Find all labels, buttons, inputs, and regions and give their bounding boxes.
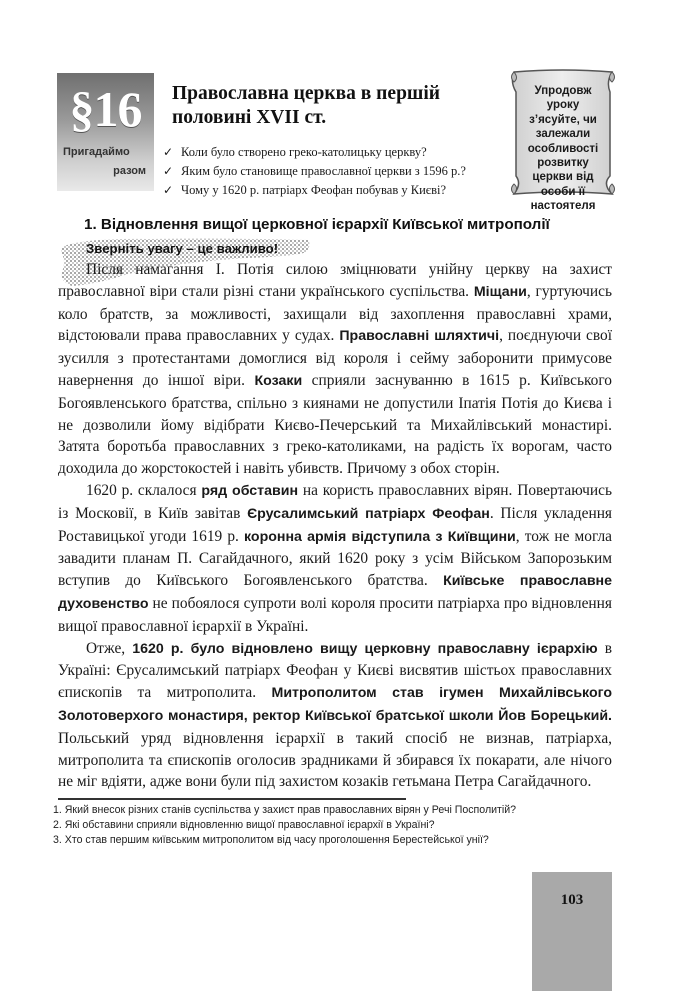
divider: [58, 798, 406, 800]
emphasis-text: ряд обставин: [201, 482, 299, 499]
list-item: [161, 143, 511, 162]
text-run: Після намагання І. Потія силою зміцнювати унійну церкву на захист православної віри стали різні стани українського суспільства.: [58, 261, 612, 300]
text-run: Отже,: [86, 639, 133, 657]
emphasis-text: 1620 р. було відновлено вищу церковну православну ієрархію: [132, 640, 598, 657]
paragraph: [58, 480, 612, 638]
review-question: Яким було становище православної церкви з 1596 р.?: [181, 164, 466, 178]
text-run: 1620 р. склалося: [86, 481, 202, 499]
section-subtitle-line1: Пригадаймо: [63, 146, 130, 158]
page-number: 103: [560, 892, 584, 908]
emphasis-text: Козаки: [254, 372, 303, 389]
list-item: [161, 181, 511, 200]
emphasis-text: Єрусалимський патріарх Феофан: [247, 505, 490, 522]
section-subtitle: [57, 143, 154, 181]
emphasis-text: Міщани: [473, 283, 527, 300]
lesson-goal-scroll: [506, 68, 620, 213]
attention-text: Зверніть увагу – це важливо!: [86, 241, 279, 256]
section-subtitle-line2: разом: [113, 165, 146, 177]
text-run: в Україні: Єрусалимський патріарх Феофан у Києві висвятив шістьох православних єпископів та митрополита.: [58, 639, 612, 702]
text-run: , поєднуючи свої зусилля з протестантами домоглися від короля і сейму заборонити примусове навернення до іншої віри.: [58, 327, 612, 389]
checkmark-icon: ✓: [163, 164, 174, 178]
list-item: 3. Хто став першим київським митрополитом від часу проголошення Берестейської унії?: [53, 834, 489, 846]
text-run: , тож не могла завадити планам П. Сагайдачного, який 1620 року з усім Військом Запорозьким вступив до Київського Богоявленського братства.: [58, 527, 612, 590]
review-question-list: [161, 143, 511, 200]
text-run: сприяли заснуванню в 1615 р. Київського Богоявленського братства, спільно з киянами не допустили Іпатія Потія до Києва і не дозволили йому відібрати Києво-Печерський та Михайлівський монастирі. Затята боротьба православних з греко-католиками, на радість їх ворогам, часто доходила до жорстокостей і навіть убивств. Причому з обох сторін.: [58, 371, 613, 478]
review-question: Коли було створено греко-католицьку церкву?: [181, 145, 427, 159]
text-run: на користь православних вірян. Повертаючись із Московії, в Київ завітав: [58, 481, 612, 522]
body-text: [58, 259, 612, 793]
list-item: 2. Які обставини сприяли відновленню вищої православної ієрархії в Україні?: [53, 819, 435, 831]
section-number-box: [57, 73, 154, 191]
text-run: Польський уряд відновлення ієрархії в такий спосіб не визнав, патріарха, митрополита та єпископів оголосив зрадниками й збирався їх покарати, але нічого не міг вдіяти, адже вони були під захистом козаків гетьмана Петра Сагайдачного.: [58, 729, 612, 791]
page-title: Православна церква в першій половині XVII ст.: [172, 83, 441, 128]
page-number-box: [532, 872, 612, 991]
list-item: [161, 162, 511, 181]
checkmark-icon: ✓: [163, 145, 174, 159]
section-number: §16: [69, 81, 142, 137]
paragraph: [58, 638, 612, 794]
text-run: . Після укладення Роставицької угоди 1619 р.: [58, 504, 613, 545]
lesson-goal-text: Упродовж уроку з’ясуйте, чи залежали особливості розвитку церкви від особи її настоятеля: [527, 85, 599, 213]
emphasis-text: коронна армія відступила з Київщини: [244, 528, 516, 545]
emphasis-text: Київське православне духовенство: [58, 573, 613, 612]
emphasis-text: Православні шляхтичі: [339, 328, 500, 345]
section-heading: 1. Відновлення вищої церковної ієрархії Київської митрополії: [84, 216, 550, 233]
section-question-list: [53, 803, 633, 848]
checkmark-icon: ✓: [163, 183, 174, 197]
paragraph: [58, 259, 612, 480]
list-item: 1. Який внесок різних станів суспільства у захист прав православних вірян у Речі Посполитій?: [53, 804, 517, 816]
text-run: не побоялося супроти волі короля просити патріарха про відновлення вищої православної ієрархії в Україні.: [58, 594, 612, 635]
review-question: Чому у 1620 р. патріарх Феофан побував у Києві?: [181, 183, 447, 197]
emphasis-text: Митрополитом став ігумен Михайлівського Золотоверхого монастиря, ректор Київської братської школи Йов Борецький.: [58, 685, 613, 724]
text-run: , гуртуючись коло братств, за можливості, захищали від захоплення православні храми, відстоювали права православних у судах.: [58, 282, 612, 345]
